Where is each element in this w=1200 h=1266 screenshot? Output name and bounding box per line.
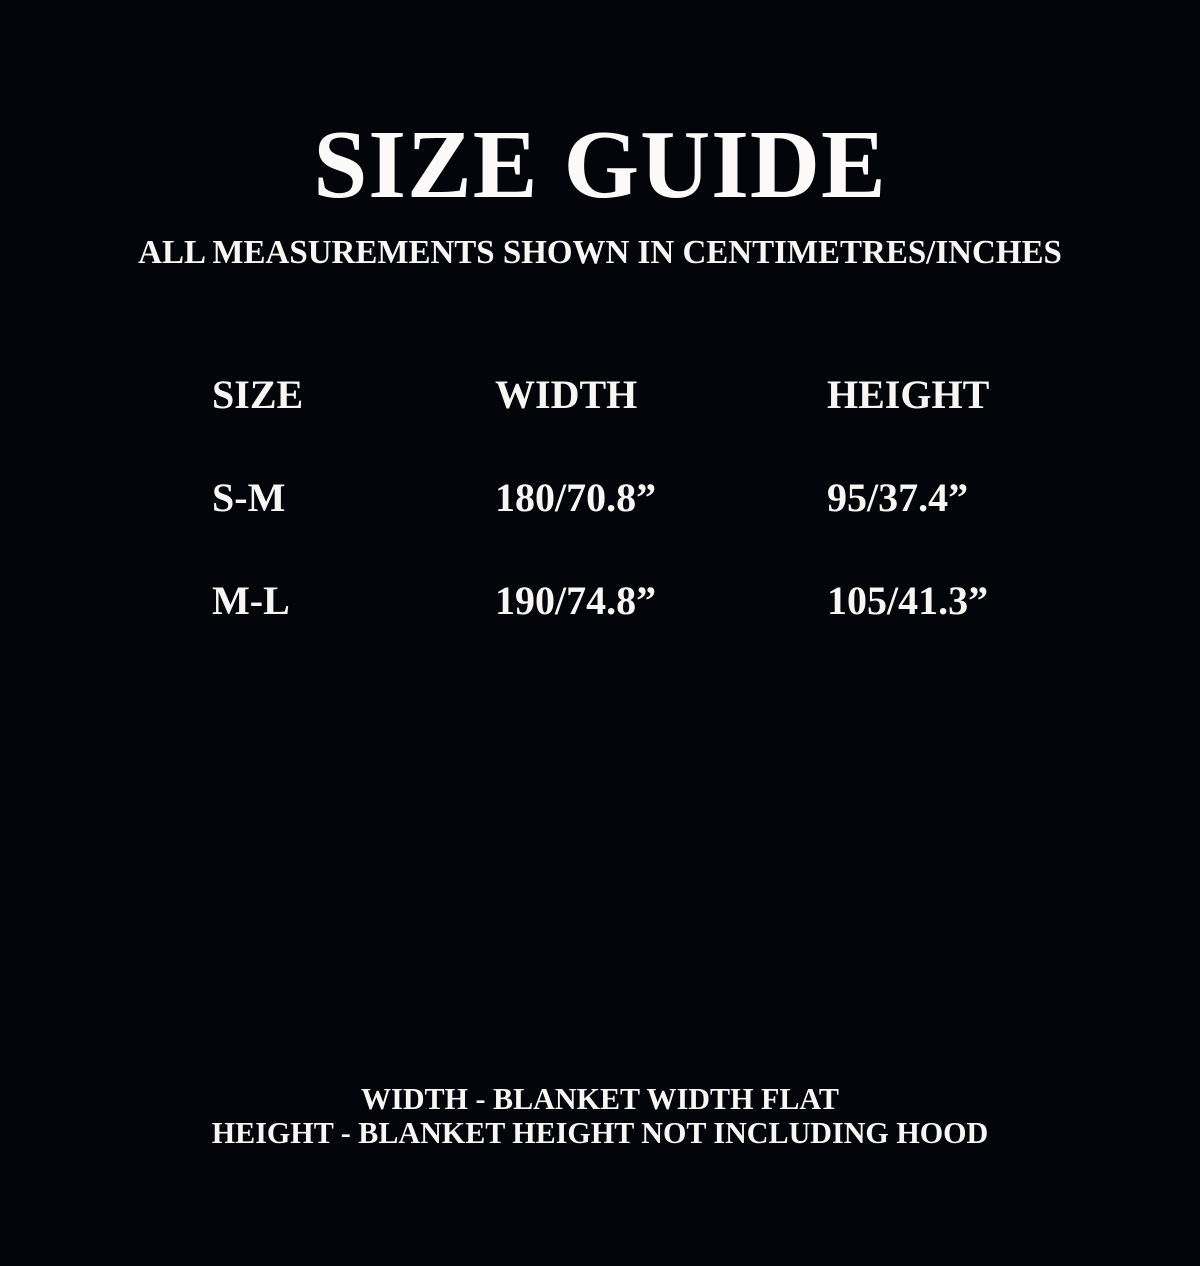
height-definition: HEIGHT - BLANKET HEIGHT NOT INCLUDING HOOD [211,1115,989,1150]
size-table-header-row [212,372,1200,417]
measurement-units-note: ALL MEASUREMENTS SHOWN IN CENTIMETRES/INCHES [138,234,1062,271]
column-header-width: WIDTH [495,372,638,417]
width-value: 180/70.8” [495,475,657,520]
size-label: M-L [212,578,290,623]
size-label: S-M [212,475,286,520]
width-definition: WIDTH - BLANKET WIDTH FLAT [361,1081,839,1116]
height-value: 95/37.4” [827,475,969,520]
page-title: SIZE GUIDE [313,111,887,218]
width-value: 190/74.8” [495,578,657,623]
height-value: 105/41.3” [827,578,989,623]
definitions-footnote [18,1082,1182,1150]
column-header-height: HEIGHT [827,372,990,417]
table-row [212,578,1200,623]
column-header-size: SIZE [212,372,304,417]
table-row [212,475,1200,520]
